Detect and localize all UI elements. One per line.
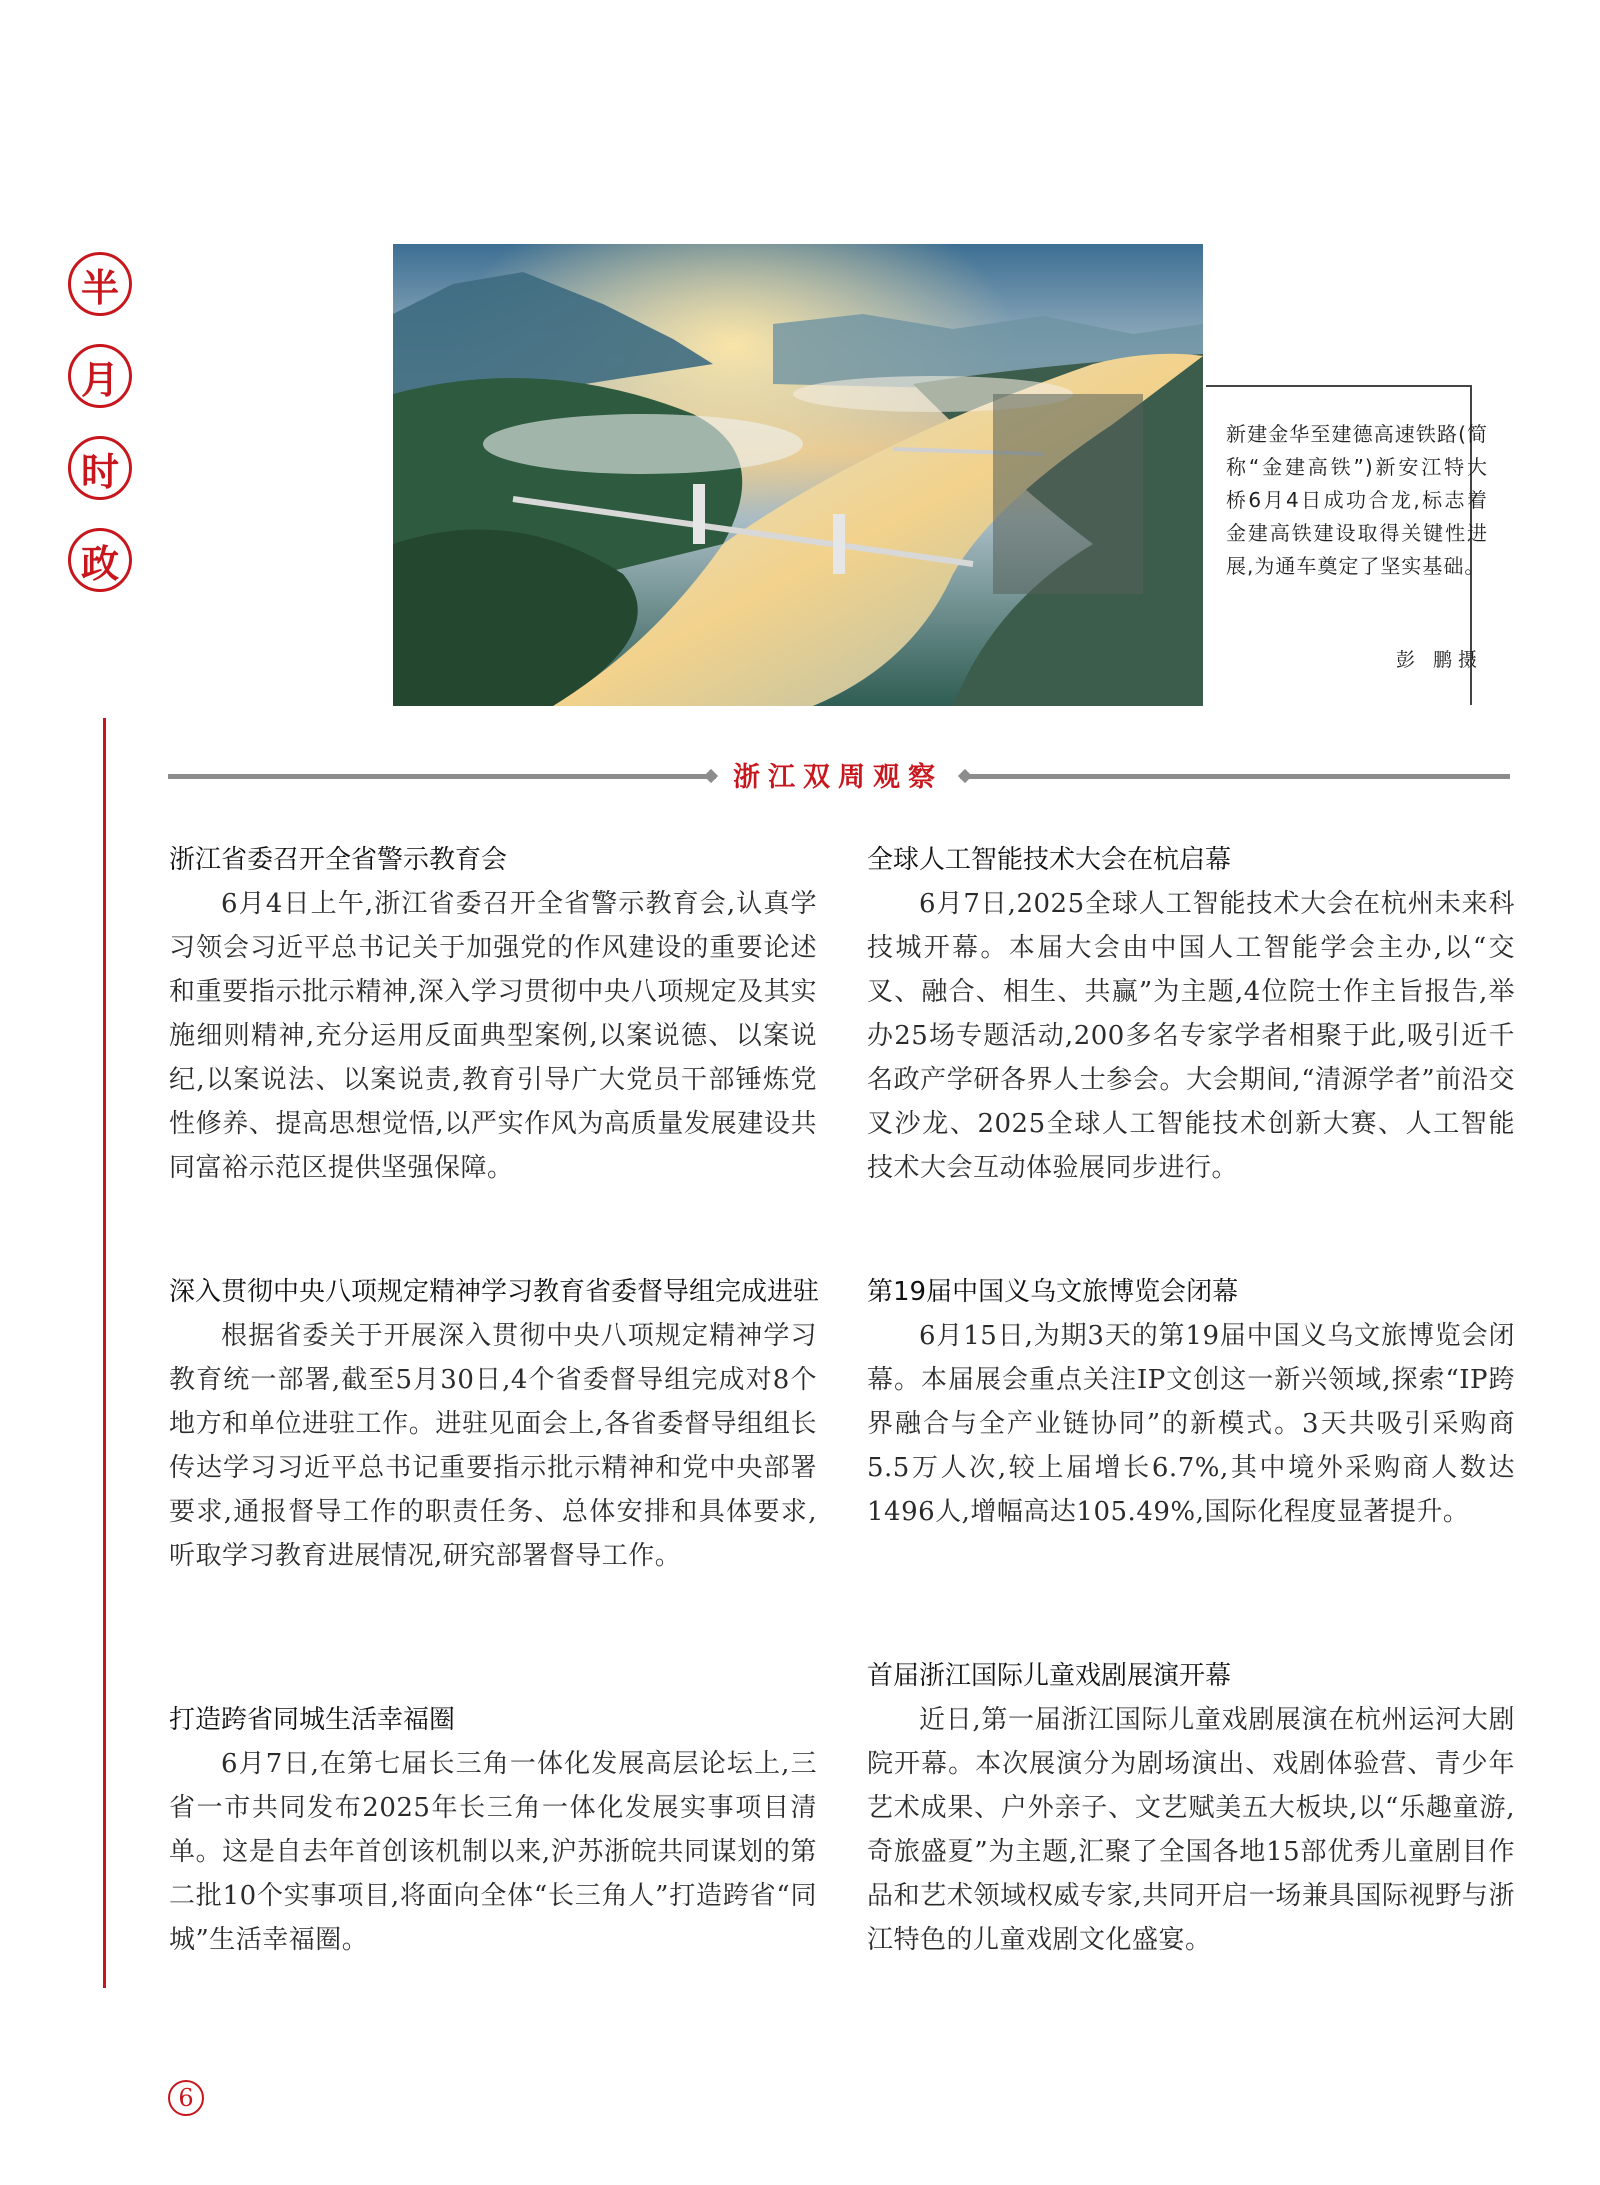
page-number: 6 bbox=[168, 2080, 204, 2116]
article-body: 6月15日,为期3天的第19届中国义乌文旅博览会闭幕。本届展会重点关注IP文创这一新兴领域,探索“IP跨界融合与全产业链协同”的新模式。3天共吸引采购商5.5万人次,较上届增长6.7%,其中境外采购商人数达1496人,增幅高达105.49%,国际化程度显著提升。 bbox=[867, 1321, 1515, 1527]
column-badge: 政 bbox=[68, 528, 132, 592]
article-title: 全球人工智能技术大会在杭启幕 bbox=[867, 845, 1232, 875]
section-rule-right bbox=[960, 774, 1510, 779]
article-body: 根据省委关于开展深入贯彻中央八项规定精神学习教育统一部署,截至5月30日,4个省委督导组完成对8个地方和单位进驻工作。进驻见面会上,各省委督导组组长传达学习习近平总书记重要指示批示精神和党中央部署要求,通报督导工作的职责任务、总体安排和具体要求,听取学习教育进展情况,研究部署督导工作。 bbox=[169, 1321, 817, 1571]
article bbox=[169, 1700, 817, 1962]
article-title: 打造跨省同城生活幸福圈 bbox=[169, 1705, 456, 1735]
article-body: 6月7日,在第七届长三角一体化发展高层论坛上,三省一市共同发布2025年长三角一体化发展实事项目清单。这是自去年首创该机制以来,沪苏浙皖共同谋划的第二批10个实事项目,将面向全体“长三角人”打造跨省“同城”生活幸福圈。 bbox=[169, 1749, 817, 1955]
column-badge: 月 bbox=[68, 344, 132, 408]
article bbox=[867, 1656, 1515, 1962]
article-title: 深入贯彻中央八项规定精神学习教育省委督导组完成进驻 bbox=[169, 1277, 820, 1307]
article-title: 第19届中国义乌文旅博览会闭幕 bbox=[867, 1277, 1239, 1307]
article-body: 6月7日,2025全球人工智能技术大会在杭州未来科技城开幕。本届大会由中国人工智能学会主办,以“交叉、融合、相生、共赢”为主题,4位院士作主旨报告,举办25场专题活动,200多名专家学者相聚于此,吸引近千名政产学研各界人士参会。大会期间,“清源学者”前沿交叉沙龙、2025全球人工智能技术创新大赛、人工智能技术大会互动体验展同步进行。 bbox=[867, 889, 1515, 1183]
article bbox=[867, 840, 1515, 1190]
section-title: 浙江双周观察 bbox=[733, 762, 943, 793]
article-body: 近日,第一届浙江国际儿童戏剧展演在杭州运河大剧院开幕。本次展演分为剧场演出、戏剧体验营、青少年艺术成果、户外亲子、文艺赋美五大板块,以“乐趣童游,奇旅盛夏”为主题,汇聚了全国各地15部优秀儿童剧目作品和艺术领域权威专家,共同开启一场兼具国际视野与浙江特色的儿童戏剧文化盛宴。 bbox=[867, 1705, 1515, 1955]
column-badge: 时 bbox=[68, 436, 132, 500]
article bbox=[867, 1272, 1515, 1534]
photo-caption: 新建金华至建德高速铁路(简称“金建高铁”)新安江特大桥6月4日成功合龙,标志着金建高铁建设取得关键性进展,为通车奠定了坚实基础。 bbox=[1226, 422, 1488, 578]
column-badges bbox=[68, 252, 138, 620]
article-title: 浙江省委召开全省警示教育会 bbox=[169, 845, 508, 875]
article-title: 首届浙江国际儿童戏剧展演开幕 bbox=[867, 1661, 1232, 1691]
article-body: 6月4日上午,浙江省委召开全省警示教育会,认真学习领会习近平总书记关于加强党的作风建设的重要论述和重要指示批示精神,深入学习贯彻中央八项规定及其实施细则精神,充分运用反面典型案例,以案说德、以案说纪,以案说法、以案说责,教育引导广大党员干部锤炼党性修养、提高思想觉悟,以严实作风为高质量发展建设共同富裕示范区提供坚强保障。 bbox=[169, 889, 817, 1183]
article bbox=[169, 840, 817, 1190]
photo-credit: 彭 鹏摄 bbox=[1396, 649, 1484, 671]
bridge-photo-image bbox=[393, 244, 1203, 706]
left-red-rule bbox=[103, 718, 106, 1988]
bridge-photo bbox=[393, 244, 1203, 706]
column-badge: 半 bbox=[68, 252, 132, 316]
section-rule-left bbox=[168, 774, 716, 779]
article bbox=[169, 1272, 820, 1578]
